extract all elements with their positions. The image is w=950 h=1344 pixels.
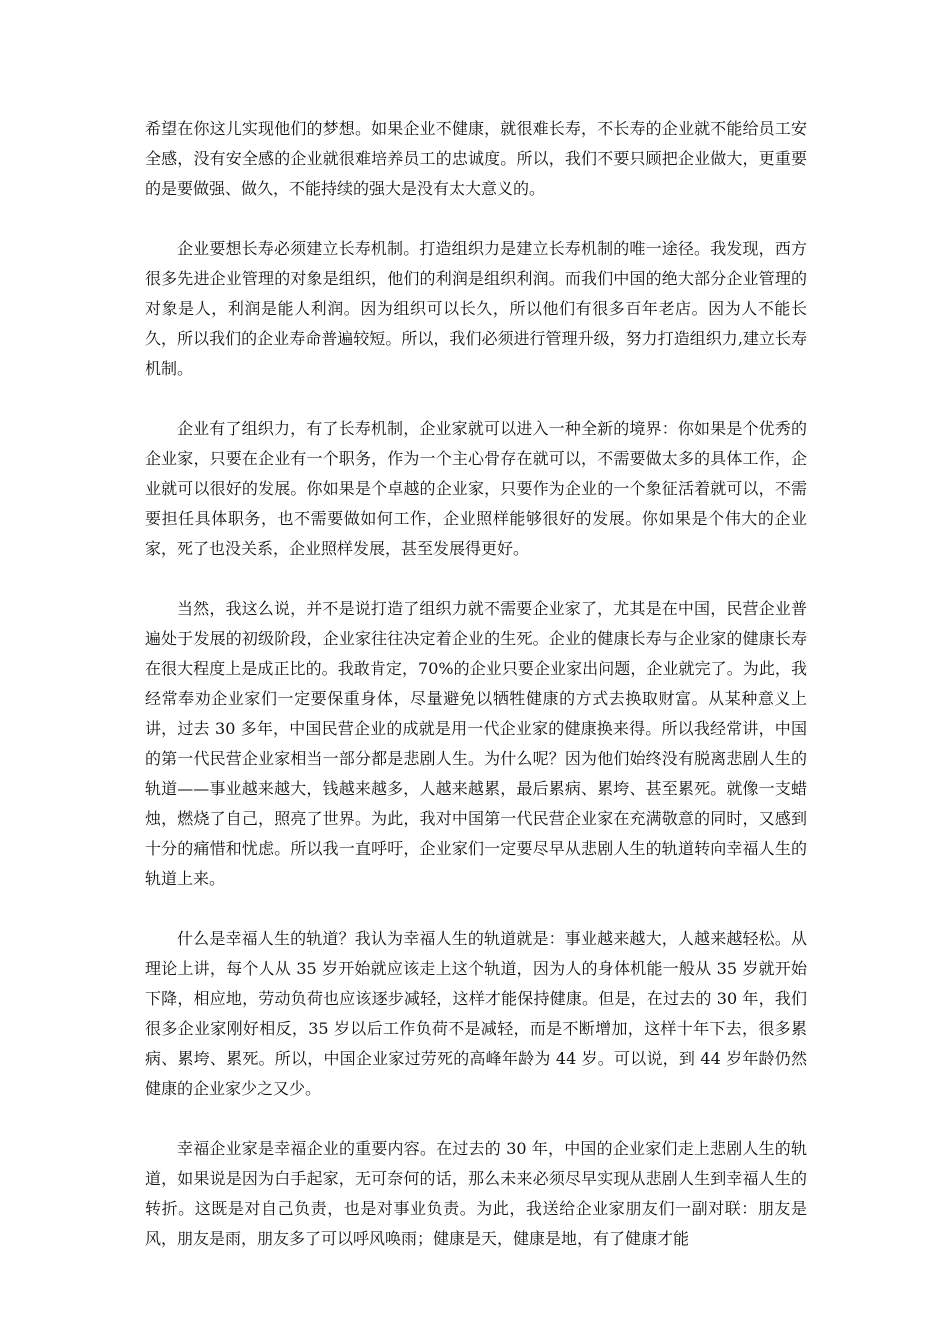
- paragraph-5: 什么是幸福人生的轨道？我认为幸福人生的轨道就是：事业越来越大，人越来越轻松。从理论上讲，每个人从 35 岁开始就应该走上这个轨道，因为人的身体机能一般从 35 岁就开始下降，相应地，劳动负荷也应该逐步减轻，这样才能保持健康。但是，在过去的 30 年，我们很多企业家刚好相反，35 岁以后工作负荷不是减轻，而是不断增加，这样十年下去，很多累病、累垮、累死。所以，中国企业家过劳死的高峰年龄为 44 岁。可以说，到 44 岁年龄仍然健康的企业家少之又少。: [145, 929, 807, 1098]
- paragraph-4: 当然，我这么说，并不是说打造了组织力就不需要企业家了，尤其是在中国，民营企业普遍处于发展的初级阶段，企业家往往决定着企业的生死。企业的健康长寿与企业家的健康长寿在很大程度上是成正比的。我敢肯定，70%的企业只要企业家出问题，企业就完了。为此，我经常奉劝企业家们一定要保重身体，尽量避免以牺牲健康的方式去换取财富。从某种意义上讲，过去 30 多年，中国民营企业的成就是用一代企业家的健康换来得。所以我经常讲，中国的第一代民营企业家相当一部分都是悲剧人生。为什么呢？因为他们始终没有脱离悲剧人生的轨道——事业越来越大，钱越来越多，人越来越累，最后累病、累垮、甚至累死。就像一支蜡烛，燃烧了自己，照亮了世界。为此，我对中国第一代民营企业家在充满敬意的同时，又感到十分的痛惜和忧虑。所以我一直呼吁，企业家们一定要尽早从悲剧人生的轨道转向幸福人生的轨道上来。: [145, 599, 807, 888]
- paragraph-3: 企业有了组织力，有了长寿机制，企业家就可以进入一种全新的境界：你如果是个优秀的企业家，只要在企业有一个职务，作为一个主心骨存在就可以，不需要做太多的具体工作，企业就可以很好的发展。你如果是个卓越的企业家，只要作为企业的一个象征活着就可以，不需要担任具体职务，也不需要做如何工作，企业照样能够很好的发展。你如果是个伟大的企业家，死了也没关系，企业照样发展，甚至发展得更好。: [145, 419, 807, 558]
- document-page: [145, 114, 807, 1254]
- paragraph-2: 企业要想长寿必须建立长寿机制。打造组织力是建立长寿机制的唯一途径。我发现，西方很多先进企业管理的对象是组织，他们的利润是组织利润。而我们中国的绝大部分企业管理的对象是人，利润是能人利润。因为组织可以长久，所以他们有很多百年老店。因为人不能长久，所以我们的企业寿命普遍较短。所以，我们必须进行管理升级，努力打造组织力,建立长寿机制。: [145, 239, 807, 378]
- paragraph-6: 幸福企业家是幸福企业的重要内容。在过去的 30 年，中国的企业家们走上悲剧人生的轨道，如果说是因为白手起家，无可奈何的话，那么未来必须尽早实现从悲剧人生到幸福人生的转折。这既是对自己负责，也是对事业负责。为此，我送给企业家朋友们一副对联：朋友是风，朋友是雨，朋友多了可以呼风唤雨；健康是天，健康是地，有了健康才能: [145, 1139, 807, 1248]
- paragraph-1: 希望在你这儿实现他们的梦想。如果企业不健康，就很难长寿，不长寿的企业就不能给员工安全感，没有安全感的企业就很难培养员工的忠诚度。所以，我们不要只顾把企业做大，更重要的是要做强、做久，不能持续的强大是没有太大意义的。: [145, 119, 807, 198]
